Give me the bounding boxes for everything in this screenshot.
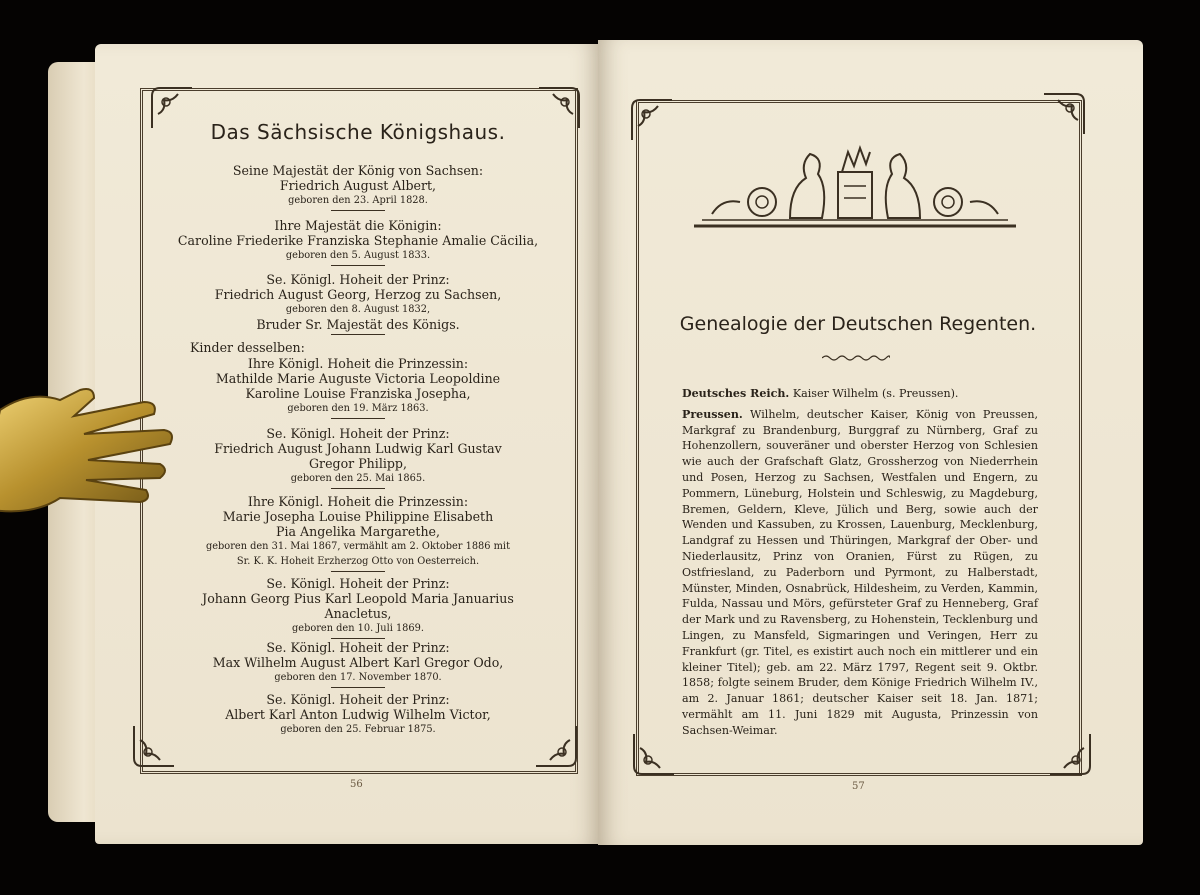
entry-heading: Se. Königl. Hoheit der Prinz:: [266, 692, 450, 707]
wavy-rule-icon: [822, 354, 890, 362]
entry-name: Marie Josepha Louise Philippine Elisabeth: [222, 509, 494, 524]
entry-name: Friedrich August Johann Ludwig Karl Gustav: [214, 441, 502, 456]
entry-birth: geboren den 17. November 1870.: [274, 672, 442, 683]
child-entry: [140, 576, 576, 642]
entry-text: Kaiser Wilhelm (s. Preussen).: [792, 387, 959, 400]
child-entry: [140, 426, 576, 492]
entry-birth: geboren den 10. Juli 1869.: [292, 623, 424, 634]
entry-name: Friedrich August Albert,: [279, 178, 437, 193]
entry-heading: Ihre Königl. Hoheit die Prinzessin:: [247, 356, 469, 371]
entry-birth: geboren den 19. März 1863.: [287, 403, 429, 414]
corner-ornament-icon: [1040, 90, 1088, 138]
brass-hand-icon: [0, 350, 180, 570]
queen-entry: [140, 218, 576, 269]
entry-birth: geboren den 23. April 1828.: [288, 195, 428, 206]
entry-text: Wilhelm, deutscher Kaiser, König von Preussen, Markgraf zu Brandenburg, Burggraf zu Nürnberg, Graf zu Hohenzollern, souveräner und oberster Herzog von Schlesien wie auch der Grafschaft Glatz, Grossherzog von Niederrhein und Posen, Herzog zu Sachsen, Westfalen und Engern, zu Pommern, Lüneburg, Holstein und Schleswig, zu Magdeburg, Bremen, Geldern, Kleve, Jülich und Berg, sowie auch der Wenden und Kassuben, zu Krossen, Lauenburg, Mecklenburg, Landgraf zu Hessen und Thüringen, Markgraf der Ober- und Niederlausitz, Prinz von Oranien, Fürst zu Rügen, zu Ostfriesland, zu Paderborn und Pyrmont, zu Halberstadt, Münster, Minden, Osnabrück, Hildesheim, zu Verden, Kammin, Fulda, Nassau und Mörs, gefürsteter Graf zu Henneberg, Graf der Mark und zu Ravensberg, zu Hohenstein, Tecklenburg und Lingen, zu Mansfeld, Sigmaringen und Veringen, Herr zu Frankfurt (gr. Titel, es existirt auch noch ein mittlerer und ein kleiner Titel); geb. am 22. März 1797, Regent seit 9. Oktbr. 1858; folgte seinem Bruder, dem Könige Friedrich Wilhelm IV., am 2. Januar 1861; deutscher Kaiser seit 18. Jan. 1871; vermählt am 11. Juni 1829 mit Augusta, Prinzessin von Sachsen-Weimar.: [682, 407, 1039, 737]
entry-heading: Ihre Königl. Hoheit die Prinzessin:: [247, 494, 469, 509]
children-label: Kinder desselben:: [190, 340, 305, 355]
entry-marriage: Sr. K. K. Hoheit Erzherzog Otto von Oesterreich.: [236, 556, 480, 567]
entry-name-cont: Pia Angelika Margarethe,: [275, 524, 441, 539]
entry-birth: geboren den 5. August 1833.: [285, 250, 431, 261]
corner-ornament-icon: [628, 96, 676, 144]
preussen-entry: [682, 407, 1038, 739]
entry-label: Deutsches Reich.: [682, 387, 790, 400]
entry-heading: Se. Königl. Hoheit der Prinz:: [266, 576, 450, 591]
entry-birth: geboren den 31. Mai 1867, vermählt am 2. Oktober 1886 mit: [205, 541, 511, 552]
entry-name-cont: Gregor Philipp,: [309, 456, 407, 471]
entry-birth: geboren den 25. Mai 1865.: [290, 473, 426, 484]
entry-heading: Se. Königl. Hoheit der Prinz:: [266, 426, 450, 441]
genealogy-text: [682, 386, 1038, 739]
child-entry: [140, 494, 576, 575]
child-entry: [140, 692, 576, 737]
entry-heading: Ihre Majestät die Königin:: [274, 218, 442, 233]
entry-label: Preussen.: [682, 407, 743, 421]
prince-georg-entry: [140, 272, 576, 338]
corner-ornament-icon: [1046, 730, 1094, 778]
entry-heading: Se. Königl. Hoheit der Prinz:: [266, 272, 450, 287]
entry-birth: geboren den 25. Februar 1875.: [280, 724, 436, 735]
entry-name-cont: Karoline Louise Franziska Josepha,: [245, 386, 471, 401]
entry-name-cont: Anacletus,: [324, 606, 392, 621]
entry-name: Johann Georg Pius Karl Leopold Maria Januarius: [202, 591, 514, 606]
page-title: Das Sächsische Königshaus.: [210, 120, 506, 144]
page-number: 56: [350, 779, 363, 790]
king-entry: [140, 163, 576, 214]
entry-name: Caroline Friederike Franziska Stephanie Amalie Cäcilia,: [177, 233, 539, 248]
entry-heading: Se. Königl. Hoheit der Prinz:: [266, 640, 450, 655]
reich-entry: [682, 386, 1038, 402]
entry-name: Albert Karl Anton Ludwig Wilhelm Victor,: [225, 707, 491, 722]
page-number: 57: [852, 781, 865, 792]
entry-name: Max Wilhelm August Albert Karl Gregor Odo,: [212, 655, 504, 670]
page-title: Genealogie der Deutschen Regenten.: [679, 313, 1037, 335]
child-entry: [140, 356, 576, 422]
entry-heading: Seine Majestät der König von Sachsen:: [232, 163, 484, 178]
corner-ornament-icon: [630, 730, 678, 778]
entry-birth: geboren den 8. August 1832,: [285, 304, 431, 315]
entry-note: Bruder Sr. Majestät des Königs.: [256, 317, 460, 332]
entry-name: Mathilde Marie Auguste Victoria Leopoldine: [215, 371, 501, 386]
child-entry: [140, 640, 576, 691]
entry-name: Friedrich August Georg, Herzog zu Sachsen,: [214, 287, 502, 302]
sphinx-ornament-icon: [692, 142, 1018, 234]
